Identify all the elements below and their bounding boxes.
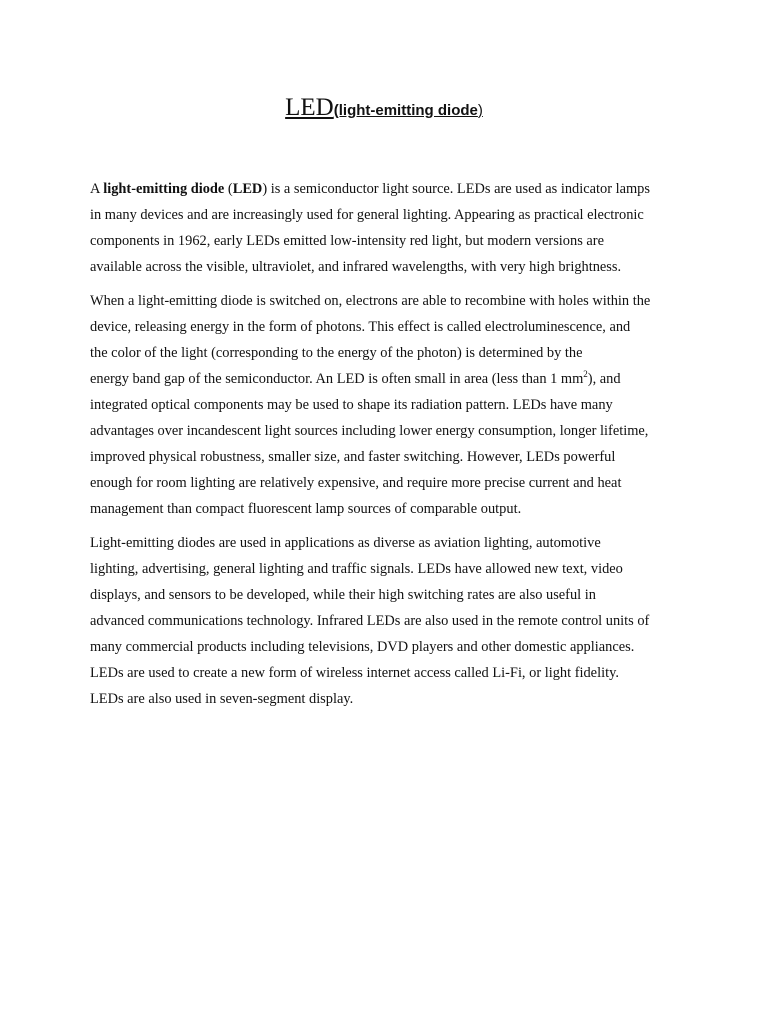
text-line: many commercial products including televisions, DVD players and other domestic appliances. xyxy=(90,639,635,655)
text-line: Light-emitting diodes are used in applications as diverse as aviation lighting, automotive xyxy=(90,535,601,551)
text-line: available across the visible, ultraviolet, and infrared wavelengths, with very high brightness. xyxy=(90,259,622,275)
text-line: integrated optical components may be used to shape its radiation pattern. LEDs have many xyxy=(90,397,613,413)
text-line: When a light-emitting diode is switched on, electrons are able to recombine with holes within the xyxy=(90,293,651,309)
title-closing-paren: ) xyxy=(477,102,483,119)
text-line: advanced communications technology. Infrared LEDs are also used in the remote control units of xyxy=(90,613,650,629)
text-line: LEDs are used to create a new form of wireless internet access called Li-Fi, or light fidelity. xyxy=(90,665,619,681)
title-subtitle: (light-emitting diode xyxy=(333,102,478,119)
title-main: LED xyxy=(285,94,334,121)
text-line: the color of the light (corresponding to the energy of the photon) is determined by the xyxy=(90,345,583,361)
paragraph-operation xyxy=(90,288,690,522)
text-line: management than compact fluorescent lamp sources of comparable output. xyxy=(90,501,522,517)
text-line: in many devices and are increasingly used for general lighting. Appearing as practical electronic xyxy=(90,207,644,223)
bold-term: light-emitting diode xyxy=(103,181,225,197)
bold-term: LED xyxy=(232,181,263,197)
text-line: improved physical robustness, smaller size, and faster switching. However, LEDs powerful xyxy=(90,449,616,465)
text-line: enough for room lighting are relatively expensive, and require more precise current and heat xyxy=(90,475,622,491)
text-line: lighting, advertising, general lighting and traffic signals. LEDs have allowed new text, video xyxy=(90,561,623,577)
paragraph-applications xyxy=(90,530,690,712)
text-line: energy band gap of the semiconductor. An LED is often small in area (less than 1 $mm^2$), and xyxy=(90,369,621,387)
paragraph-intro xyxy=(90,176,690,280)
text-line: LEDs are also used in seven-segment display. xyxy=(90,691,354,707)
text-line: components in 1962, early LEDs emitted low-intensity red light, but modern versions are xyxy=(90,233,604,249)
text-line: device, releasing energy in the form of photons. This effect is called electroluminescence, and xyxy=(90,319,631,335)
superscript: 2 xyxy=(583,369,588,380)
text-line: displays, and sensors to be developed, while their high switching rates are also useful in xyxy=(90,587,596,603)
text-line: advantages over incandescent light sources including lower energy consumption, longer lifetime, xyxy=(90,423,649,439)
page-title xyxy=(0,92,768,127)
text-line: A light-emitting diode (LED) is a semiconductor light source. LEDs are used as indicator lamps xyxy=(90,181,650,197)
body-text xyxy=(90,176,690,720)
